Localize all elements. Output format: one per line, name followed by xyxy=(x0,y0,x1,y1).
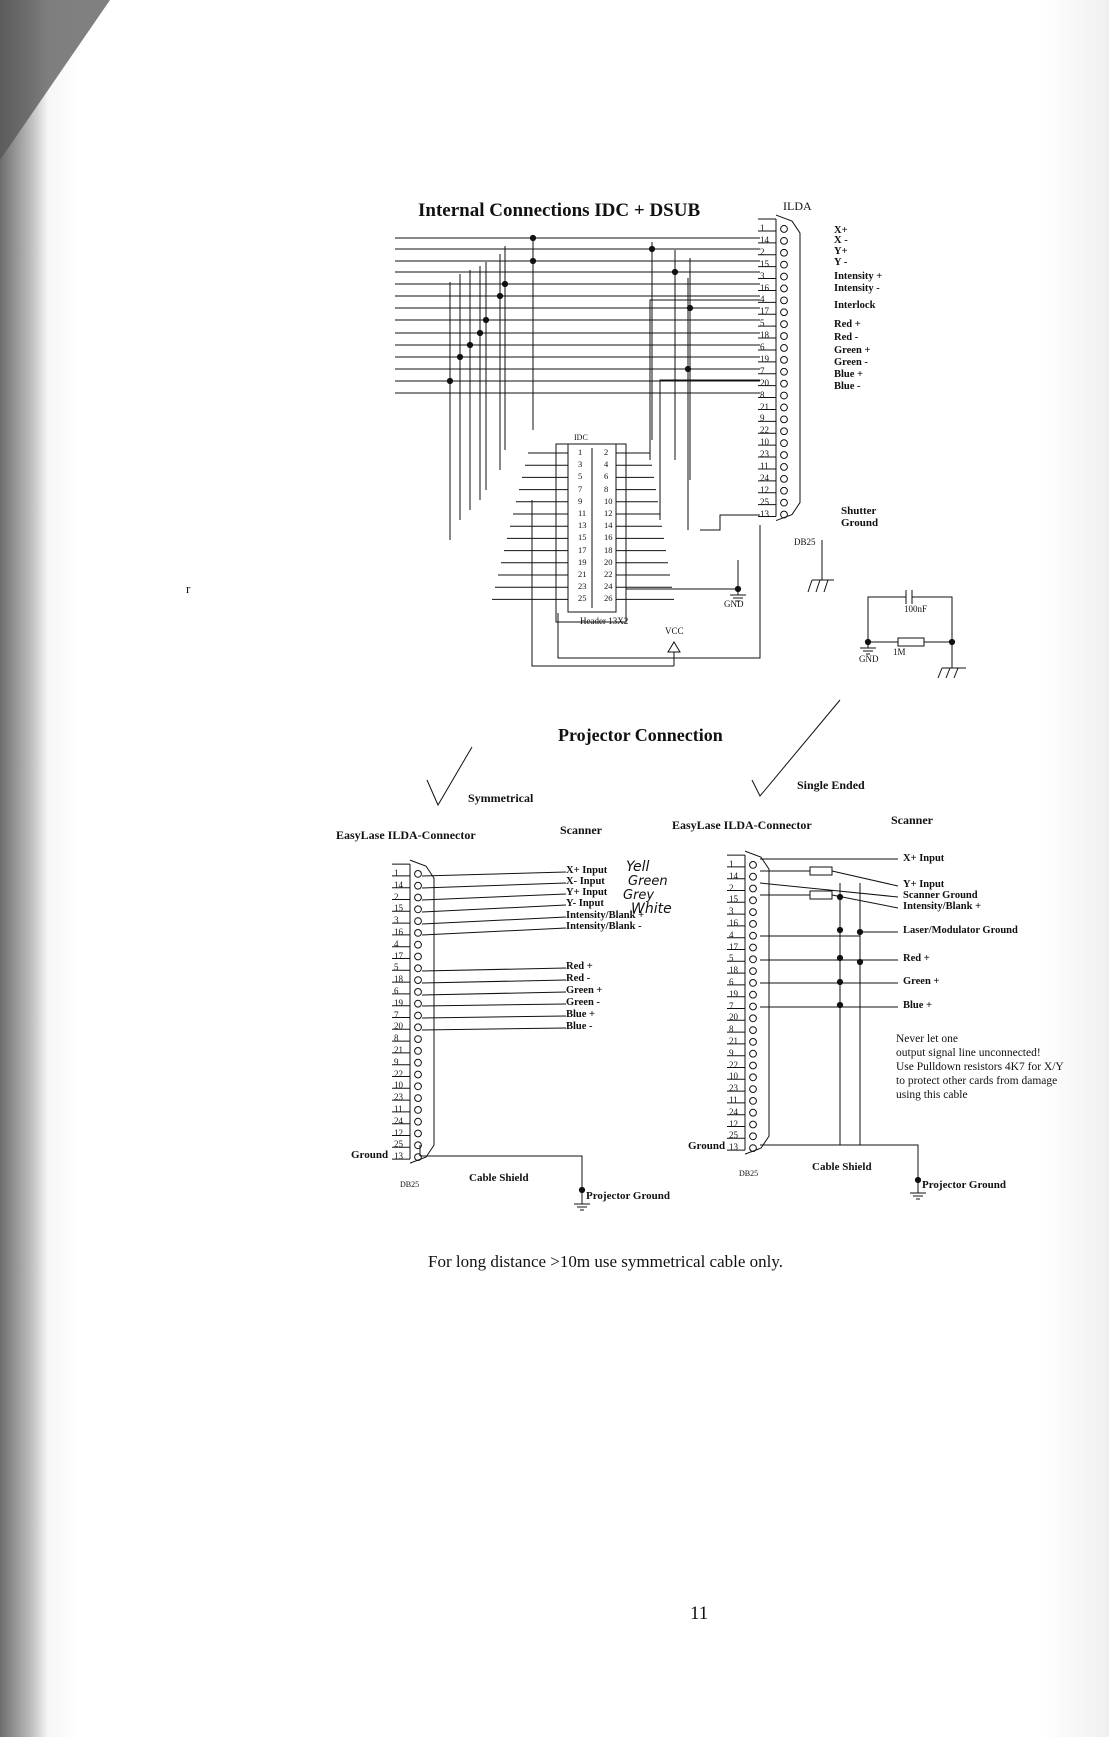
idc-pin-3: 3 xyxy=(578,459,583,470)
single-note-line-1: Never let one xyxy=(896,1033,958,1045)
sym-projector-ground-label: Projector Ground xyxy=(586,1190,671,1202)
sym-db25-pin-14: 14 xyxy=(394,879,403,890)
single-db25-pin-23: 23 xyxy=(729,1083,738,1094)
idc-pin-25: 25 xyxy=(578,593,587,604)
db25-label-top: DB25 xyxy=(794,537,816,547)
gnd-label: GND xyxy=(724,599,744,609)
junction-dot xyxy=(837,927,842,932)
filter-wire xyxy=(868,597,906,642)
sym-signal-wire xyxy=(422,905,566,912)
internal-signal-6: Intensity - xyxy=(834,283,880,294)
db25-top-pin-21: 21 xyxy=(760,401,769,412)
pin-contact xyxy=(750,956,757,963)
pin-contact xyxy=(781,487,788,494)
sym-db25-pin-15: 15 xyxy=(394,903,403,914)
sym-signal-wire xyxy=(422,992,566,995)
pin-contact xyxy=(781,249,788,256)
internal-signal-1: X+ xyxy=(834,225,848,236)
sym-signal-wire xyxy=(422,917,566,924)
sym-db25-pin-25: 25 xyxy=(394,1139,403,1150)
idc-pin-11: 11 xyxy=(578,508,587,518)
sym-signal-11: Blue + xyxy=(566,1009,596,1020)
db25-top-pin-3: 3 xyxy=(760,270,765,281)
sym-db25-pin-5: 5 xyxy=(394,962,399,973)
sym-db25-pin-20: 20 xyxy=(394,1021,403,1032)
vcc-wire xyxy=(532,500,674,666)
resistor xyxy=(898,638,924,646)
db25-top-pin-17: 17 xyxy=(760,306,769,317)
single-signal-wire xyxy=(832,871,898,886)
sym-db25-pin-9: 9 xyxy=(394,1056,399,1067)
single-note-line-5: using this cable xyxy=(896,1089,968,1101)
internal-signal-2: X - xyxy=(834,235,848,246)
pin-contact xyxy=(781,392,788,399)
junction-dot xyxy=(837,979,842,984)
pin-contact xyxy=(415,1024,422,1031)
pin-contact xyxy=(781,452,788,459)
single-db25-pin-4: 4 xyxy=(729,929,734,940)
db25-top-pin-6: 6 xyxy=(760,342,765,352)
single-db25-pin-19: 19 xyxy=(729,988,738,999)
pin-contact xyxy=(415,1118,422,1125)
pin-contact xyxy=(750,897,757,904)
pin-contact xyxy=(415,1071,422,1078)
pin-contact xyxy=(750,1098,757,1105)
pin-contact xyxy=(750,1050,757,1057)
pin-contact xyxy=(415,941,422,948)
check-mark xyxy=(427,747,472,805)
pulldown-resistor xyxy=(810,891,832,899)
db25-top-pin-10: 10 xyxy=(760,437,769,448)
sym-signal-12: Blue - xyxy=(566,1021,593,1032)
idc-pin-4: 4 xyxy=(604,459,609,470)
single-note-line-4: to protect other cards from damage xyxy=(896,1075,1058,1087)
single-signal-4: Intensity/Blank + xyxy=(903,901,982,912)
handwritten-yell: Yell xyxy=(626,859,650,875)
pin-contact xyxy=(781,237,788,244)
pin-contact xyxy=(750,968,757,975)
single-projector-ground-label: Projector Ground xyxy=(922,1179,1007,1191)
symmetrical-cable-footnote: For long distance >10m use symmetrical cable only. xyxy=(428,1252,784,1271)
sym-db25-pin-22: 22 xyxy=(394,1068,403,1079)
sym-db25-pin-18: 18 xyxy=(394,974,403,985)
single-ground-label: Ground xyxy=(688,1140,726,1152)
handwritten-green: Green xyxy=(628,874,668,889)
single-db25-pin-6: 6 xyxy=(729,977,734,987)
idc-pin-15: 15 xyxy=(578,532,587,543)
pin-contact xyxy=(750,1027,757,1034)
sym-db25-pin-13: 13 xyxy=(394,1151,403,1162)
pin-contact xyxy=(750,1074,757,1081)
single-db25-pin-21: 21 xyxy=(729,1036,738,1046)
single-note-line-2: output signal line unconnected! xyxy=(896,1047,1041,1059)
sym-db25-label: DB25 xyxy=(400,1180,420,1189)
sym-signal-9: Green + xyxy=(566,985,603,996)
db25-top-pin-8: 8 xyxy=(760,389,765,400)
pin-contact xyxy=(781,464,788,471)
sym-signal-3: Y+ Input xyxy=(566,887,608,898)
single-signal-8: Blue + xyxy=(903,1000,933,1011)
idc-pin-17: 17 xyxy=(578,544,587,555)
pin-contact xyxy=(415,965,422,972)
single-db25-pin-5: 5 xyxy=(729,953,734,964)
db25-top-pin-13: 13 xyxy=(760,508,769,519)
sym-db25-pin-24: 24 xyxy=(394,1115,403,1126)
single-ended-connection-diagram xyxy=(727,700,926,1199)
single-signal-2: Y+ Input xyxy=(903,879,945,890)
sym-signal-7: Red + xyxy=(566,961,593,972)
pin-contact xyxy=(781,321,788,328)
pin-contact xyxy=(781,416,788,423)
sym-db25-pin-10: 10 xyxy=(394,1080,403,1091)
single-db25-pin-18: 18 xyxy=(729,965,738,976)
vcc-arrow xyxy=(668,642,680,652)
single-db25-pin-12: 12 xyxy=(729,1118,738,1129)
chassis-ground xyxy=(954,668,958,678)
pin-contact xyxy=(415,1012,422,1019)
sym-ground-label: Ground xyxy=(351,1149,389,1161)
single-db25-pin-15: 15 xyxy=(729,894,738,905)
junction-dot xyxy=(915,1177,920,1182)
db25-top-pin-19: 19 xyxy=(760,353,769,364)
junction-dot xyxy=(579,1187,584,1192)
sym-signal-wire xyxy=(422,980,566,983)
pin-contact xyxy=(415,1095,422,1102)
pin-contact xyxy=(781,356,788,363)
handwritten-grey: Grey xyxy=(623,888,655,903)
pin-contact xyxy=(415,1000,422,1007)
db25-top-pin-11: 11 xyxy=(760,461,769,471)
sym-signal-4: Y- Input xyxy=(566,898,604,909)
sym-db25-pin-7: 7 xyxy=(394,1009,399,1020)
pin-contact xyxy=(750,1003,757,1010)
single-db25-pin-7: 7 xyxy=(729,1000,734,1011)
gnd-label-filter: GND xyxy=(859,654,879,664)
pin-contact xyxy=(415,1083,422,1090)
pin-contact xyxy=(781,380,788,387)
internal-signal-8: Red + xyxy=(834,319,861,330)
pin-contact xyxy=(750,909,757,916)
idc-pin-1: 1 xyxy=(578,447,583,457)
sym-signal-wire xyxy=(422,883,566,888)
pin-contact xyxy=(750,991,757,998)
pin-contact xyxy=(750,1039,757,1046)
db25-top-pin-25: 25 xyxy=(760,496,769,507)
single-signal-3: Scanner Ground xyxy=(903,890,978,901)
single-db25-pin-11: 11 xyxy=(729,1095,738,1105)
sym-signal-1: X+ Input xyxy=(566,865,608,876)
sym-db25-pin-23: 23 xyxy=(394,1092,403,1103)
internal-signal-10: Green + xyxy=(834,345,871,356)
single-cable-shield-label: Cable Shield xyxy=(812,1161,872,1173)
single-db25-pin-1: 1 xyxy=(729,859,734,869)
pin-contact xyxy=(415,1059,422,1066)
idc-pin-7: 7 xyxy=(578,483,583,494)
sym-signal-2: X- Input xyxy=(566,876,605,887)
pin-contact xyxy=(781,333,788,340)
single-db25-pin-22: 22 xyxy=(729,1059,738,1070)
pin-contact xyxy=(415,989,422,996)
stray-mark: r xyxy=(186,581,191,596)
db25-shell xyxy=(745,851,769,1154)
pin-contact xyxy=(750,944,757,951)
db25-top-pin-23: 23 xyxy=(760,449,769,460)
sym-db25-pin-11: 11 xyxy=(394,1104,403,1114)
sym-connector-label: EasyLase ILDA-Connector xyxy=(336,828,476,842)
idc-pin-22: 22 xyxy=(604,569,613,579)
pin-contact xyxy=(781,297,788,304)
internal-signal-13: Blue - xyxy=(834,381,861,392)
capacitor-label: 100nF xyxy=(904,604,928,614)
pin-contact xyxy=(781,499,788,506)
pin-contact xyxy=(415,1130,422,1137)
pin-contact xyxy=(415,871,422,878)
pin-contact xyxy=(781,428,788,435)
sym-signal-wire xyxy=(422,894,566,900)
idc-pin-26: 26 xyxy=(604,593,613,604)
single-db25-pin-16: 16 xyxy=(729,918,738,928)
chassis-ground xyxy=(824,580,828,592)
db25-top-pin-16: 16 xyxy=(760,282,769,293)
pin-contact xyxy=(750,1109,757,1116)
sym-db25-pin-19: 19 xyxy=(394,997,403,1008)
pin-contact xyxy=(750,1121,757,1128)
pin-contact xyxy=(415,918,422,925)
sym-db25-pin-6: 6 xyxy=(394,986,399,996)
pin-contact xyxy=(415,882,422,889)
sym-scanner-label: Scanner xyxy=(560,823,602,837)
pin-contact xyxy=(750,1133,757,1140)
db25-top-pin-7: 7 xyxy=(760,365,765,376)
db25-top-pin-2: 2 xyxy=(760,246,765,257)
header-label: Header 13X2 xyxy=(580,616,629,626)
single-db25-pin-17: 17 xyxy=(729,941,738,952)
db25-shell xyxy=(410,860,434,1163)
sym-db25-pin-17: 17 xyxy=(394,950,403,961)
pin-contact xyxy=(750,1086,757,1093)
pin-contact xyxy=(781,285,788,292)
idc-pin-2: 2 xyxy=(604,447,609,457)
single-db25-pin-20: 20 xyxy=(729,1012,738,1023)
sym-signal-8: Red - xyxy=(566,973,591,984)
pin-contact xyxy=(415,1107,422,1114)
page-number: 11 xyxy=(690,1603,709,1624)
sym-signal-wire xyxy=(422,1028,566,1030)
chassis-ground xyxy=(946,668,950,678)
pin-contact xyxy=(415,894,422,901)
single-db25-pin-14: 14 xyxy=(729,870,738,881)
internal-signal-11: Green - xyxy=(834,357,868,368)
db25-top-pin-15: 15 xyxy=(760,258,769,269)
internal-connections-title: Internal Connections IDC + DSUB xyxy=(418,200,701,221)
single-db25-label: DB25 xyxy=(739,1169,759,1178)
db25-top-pin-18: 18 xyxy=(760,330,769,341)
pin-contact xyxy=(750,1015,757,1022)
pin-contact xyxy=(750,921,757,928)
idc-pin-20: 20 xyxy=(604,556,613,567)
chassis-ground xyxy=(808,580,812,592)
db25-top-pin-9: 9 xyxy=(760,413,765,424)
pin-contact xyxy=(750,873,757,880)
sym-cable-shield-label: Cable Shield xyxy=(469,1172,529,1184)
pin-contact xyxy=(781,261,788,268)
sym-signal-5: Intensity/Blank + xyxy=(566,910,645,921)
db25-top-pin-22: 22 xyxy=(760,425,769,436)
idc-label: IDC xyxy=(574,433,588,442)
sym-signal-6: Intensity/Blank - xyxy=(566,921,642,932)
single-note-line-3: Use Pulldown resistors 4K7 for X/Y xyxy=(896,1061,1064,1073)
db25-top-pin-1: 1 xyxy=(760,223,765,233)
sym-signal-wire xyxy=(422,872,566,876)
pin-contact xyxy=(415,977,422,984)
pin-contact xyxy=(781,309,788,316)
vcc-wire xyxy=(558,525,760,658)
idc-pin-10: 10 xyxy=(604,495,613,506)
pin-contact xyxy=(750,932,757,939)
pin-contact xyxy=(415,930,422,937)
single-db25-pin-10: 10 xyxy=(729,1071,738,1082)
internal-signal-4: Y - xyxy=(834,257,848,268)
sym-db25-pin-8: 8 xyxy=(394,1033,399,1044)
idc-pin-23: 23 xyxy=(578,581,587,592)
idc-pin-8: 8 xyxy=(604,483,609,494)
idc-pin-9: 9 xyxy=(578,495,583,506)
single-scanner-label: Scanner xyxy=(891,813,933,827)
symmetrical-label: Symmetrical xyxy=(468,791,534,805)
db25-top-pin-14: 14 xyxy=(760,234,769,245)
internal-signal-3: Y+ xyxy=(834,246,848,257)
sym-db25-pin-4: 4 xyxy=(394,938,399,949)
single-db25-pin-3: 3 xyxy=(729,906,734,917)
pulldown-resistor xyxy=(810,867,832,875)
resistor-label: 1M xyxy=(893,647,906,657)
internal-signal-9: Red - xyxy=(834,332,859,343)
idc-pin-12: 12 xyxy=(604,508,613,518)
handwritten-white: White xyxy=(631,901,672,917)
symmetrical-connection-diagram xyxy=(392,747,590,1210)
pin-contact xyxy=(781,475,788,482)
idc-pin-16: 16 xyxy=(604,532,613,543)
internal-signal-12: Blue + xyxy=(834,369,864,380)
pin-contact xyxy=(781,368,788,375)
sym-signal-wire xyxy=(422,1004,566,1006)
internal-connections-diagram xyxy=(395,215,966,678)
vcc-label: VCC xyxy=(665,626,684,636)
pin-contact xyxy=(750,885,757,892)
single-ended-label: Single Ended xyxy=(797,778,865,792)
chassis-ground xyxy=(816,580,820,592)
db25-top-pin-12: 12 xyxy=(760,484,769,495)
single-db25-pin-2: 2 xyxy=(729,882,734,893)
idc-pin-18: 18 xyxy=(604,544,613,555)
idc-pin-13: 13 xyxy=(578,520,587,531)
sym-db25-pin-3: 3 xyxy=(394,915,399,926)
pin-contact xyxy=(415,1036,422,1043)
single-db25-pin-9: 9 xyxy=(729,1047,734,1058)
pin-contact xyxy=(750,862,757,869)
junction-dot xyxy=(837,894,842,899)
pin-contact xyxy=(781,273,788,280)
projector-connection-title: Projector Connection xyxy=(558,725,723,745)
idc-pin-5: 5 xyxy=(578,471,583,482)
single-db25-pin-25: 25 xyxy=(729,1130,738,1141)
single-signal-6: Red + xyxy=(903,953,930,964)
idc-pin-14: 14 xyxy=(604,520,613,531)
idc-pin-19: 19 xyxy=(578,556,587,567)
ground-label-top: Ground xyxy=(841,517,879,529)
single-connector-label: EasyLase ILDA-Connector xyxy=(672,818,812,832)
sym-db25-pin-16: 16 xyxy=(394,927,403,937)
sym-signal-wire xyxy=(422,968,566,971)
single-db25-pin-8: 8 xyxy=(729,1024,734,1035)
pin-contact xyxy=(750,1062,757,1069)
sym-signal-10: Green - xyxy=(566,997,600,1008)
pin-contact xyxy=(415,906,422,913)
pin-contact xyxy=(750,980,757,987)
db25-top-pin-5: 5 xyxy=(760,318,765,329)
sym-db25-pin-1: 1 xyxy=(394,868,399,878)
sym-signal-wire xyxy=(422,928,566,935)
idc-pin-24: 24 xyxy=(604,581,613,592)
sym-signal-wire xyxy=(422,1016,566,1018)
pin-contact xyxy=(781,345,788,352)
single-signal-5: Laser/Modulator Ground xyxy=(903,925,1018,936)
single-signal-1: X+ Input xyxy=(903,853,945,864)
db25-top-pin-20: 20 xyxy=(760,377,769,388)
ilda-label: ILDA xyxy=(783,199,812,213)
single-db25-pin-13: 13 xyxy=(729,1142,738,1153)
db25-shell xyxy=(776,215,800,521)
db25-top-pin-24: 24 xyxy=(760,472,769,483)
chassis-ground xyxy=(938,668,942,678)
pin-contact xyxy=(415,953,422,960)
pin-contact xyxy=(781,440,788,447)
pin-contact xyxy=(781,226,788,233)
sym-db25-pin-2: 2 xyxy=(394,891,399,902)
single-db25-pin-24: 24 xyxy=(729,1106,738,1117)
idc-pin-6: 6 xyxy=(604,471,609,482)
pin-contact xyxy=(781,404,788,411)
internal-signal-5: Intensity + xyxy=(834,271,883,282)
shutter-label: Shutter xyxy=(841,505,877,517)
shutter-wire xyxy=(700,515,760,530)
idc-pin-21: 21 xyxy=(578,569,587,579)
single-signal-7: Green + xyxy=(903,976,940,987)
internal-signal-7: Interlock xyxy=(834,300,876,311)
pin-contact xyxy=(415,1048,422,1055)
sym-db25-pin-21: 21 xyxy=(394,1045,403,1055)
sym-db25-pin-12: 12 xyxy=(394,1127,403,1138)
db25-top-pin-4: 4 xyxy=(760,294,765,305)
